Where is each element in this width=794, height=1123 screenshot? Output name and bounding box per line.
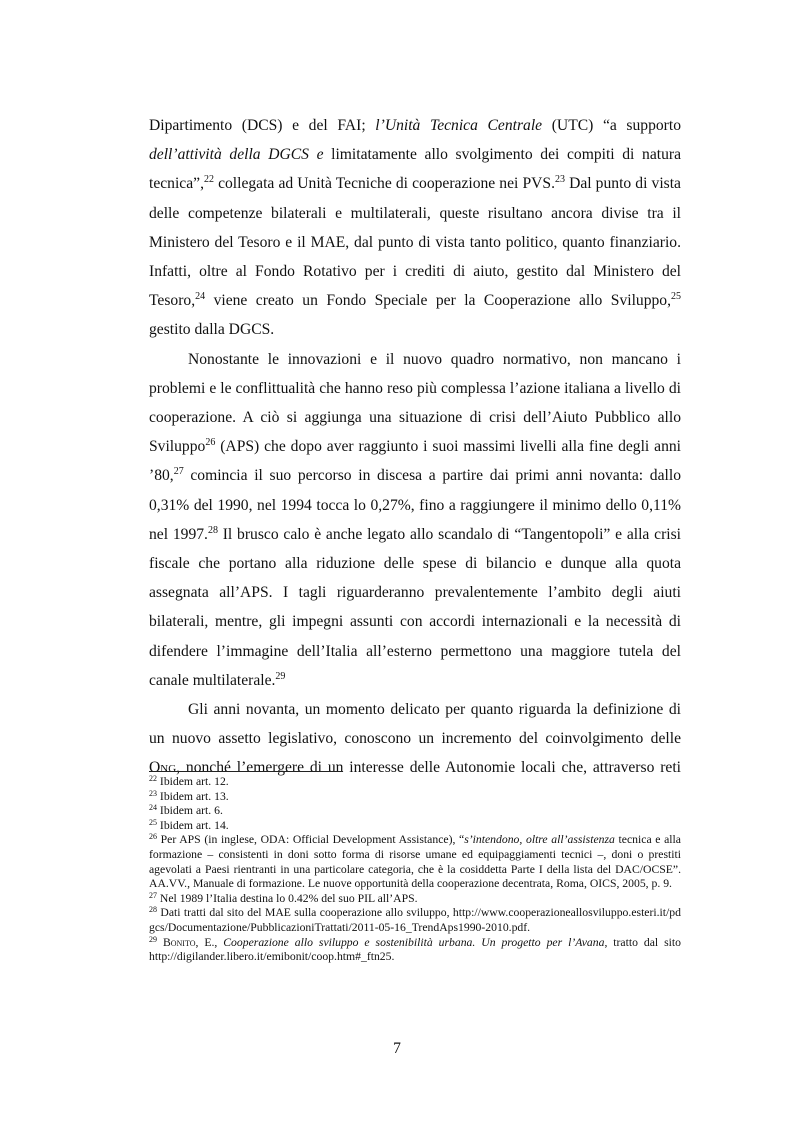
footnote-ref: 29 — [275, 670, 286, 682]
text-run: Ibidem art. 14. — [157, 818, 229, 832]
text-run: (UTC) “a supporto — [542, 117, 681, 134]
footnote-ref: 28 — [149, 905, 157, 915]
footnote-ref: 24 — [195, 291, 206, 303]
text-run: tecnica e alla formazione – consistenti in doni sotto forma di risorse umane ed equipaggiamenti tecnici –, doni o prestiti agevolati a Paesi rientranti in una particolare categoria, che è la cosiddetta Parte I della lista del DAC/OCSE”. AA.VV., Manuale di formazione. Le nuove opportunità della cooperazione decentrata, Roma, OICS, 2005, p. 9. — [149, 833, 681, 891]
italic-text: l’Unità Tecnica Centrale — [375, 117, 543, 134]
footnote-ref: 29 — [149, 934, 157, 944]
text-run: Per APS (in inglese, ODA: Official Development Assistance), “ — [157, 833, 465, 847]
footnotes — [149, 775, 681, 965]
footnote-ref: 25 — [671, 291, 681, 303]
text-run: comincia il suo percorso in discesa a partire dai primi anni novanta: dallo 0,31% del 1990, nel 1994 tocca lo 0,27%, fino a raggiungere il minimo dello 0,11% nel 1997. — [149, 467, 681, 543]
small-caps-text: Bonito — [162, 935, 196, 949]
footnote-ref: 23 — [554, 174, 565, 186]
text-run: Ibidem art. 13. — [157, 789, 229, 803]
text-run: Gli anni novanta, un momento delicato per quanto riguarda la definizione di un nuovo assetto legislativo, conoscono un incremento del coinvolgimento delle — [149, 701, 681, 748]
footnote-ref: 23 — [149, 788, 157, 798]
text-run: collegata ad Unità Tecniche di cooperazione nei PVS. — [213, 175, 555, 193]
text-run: Ibidem art. 6. — [157, 804, 223, 818]
footnote-25 — [149, 819, 681, 834]
text-run: limitatamente allo svolgimento dei compiti di natura tecnica”, — [149, 146, 681, 193]
text-run: gestito dalla DGCS. — [149, 321, 275, 339]
footnote-ref: 27 — [149, 890, 157, 900]
paragraph-3 — [149, 695, 681, 783]
footnote-ref: 22 — [203, 174, 214, 186]
text-run: Nel 1989 l’Italia destina lo 0.42% del suo PIL all’APS. — [157, 891, 418, 905]
text-run: , tratto dal sito http://digilander.libero.it/emibonit/coop.htm#_ftn25. — [149, 935, 681, 964]
footnote-29 — [149, 936, 681, 965]
footnote-28 — [149, 906, 681, 935]
footnote-ref: 26 — [149, 832, 157, 842]
footnote-ref: 27 — [173, 466, 184, 478]
footnote-ref: 22 — [149, 774, 157, 783]
text-run: viene creato un Fondo Speciale per la Cooperazione allo Sviluppo, — [205, 292, 671, 310]
text-run: Dipartimento (DCS) e del FAI; — [149, 117, 376, 134]
italic-text: Cooperazione allo sviluppo e sostenibilità urbana. Un progetto per l’Avana — [223, 935, 605, 949]
italic-text: s’intendono, oltre all’assistenza — [464, 833, 615, 847]
footnote-separator — [149, 771, 343, 772]
text-run: Ibidem art. 12. — [157, 775, 229, 788]
footnote-27 — [149, 892, 681, 907]
footnote-ref: 24 — [149, 803, 157, 813]
page-number: 7 — [393, 1040, 401, 1057]
text-run: Dati tratti dal sito del MAE sulla cooperazione allo sviluppo, http://www.cooperazioneallosviluppo.esteri.it/pdgcs/Documentazione/PubblicazioniTrattati/2011-05-16_TrendAps1990-2010.pdf. — [149, 906, 681, 934]
footnote-24 — [149, 804, 681, 819]
text-run: , E., — [195, 935, 224, 949]
paragraph-1 — [149, 111, 681, 345]
text-run: (APS) che dopo aver raggiunto i suoi massimi livelli alla fine degli anni ’80, — [149, 438, 681, 485]
text-run: , nonché l’emergere di un interesse delle Autonomie locali che, attraverso reti — [176, 759, 681, 777]
paragraph-2 — [149, 345, 681, 695]
text-run: Nonostante le innovazioni e il nuovo quadro normativo, non mancano i problemi e le conflittualità che hanno reso più complessa l’azione italiana a livello di cooperazione. A ciò si aggiunga una situazione di crisi dell’Aiuto Pubblico allo Sviluppo — [149, 350, 681, 456]
text-run: Il brusco calo è anche legato allo scandalo di “Tangentopoli” e alla crisi fiscale che portano alla riduzione delle spese di bilancio e dunque alla quota assegnata all’APS. I tagli riguarderanno prevalentemente l’ambito degli aiuti bilaterali, mentre, gli impegni assunti con accordi internazionali e la necessità di difendere l’immagine dell’Italia all’esterno permettono una maggiore tutela del canale multilaterale. — [149, 525, 681, 689]
small-caps-text: Ong — [149, 759, 177, 777]
italic-text: dell’attività della DGCS e — [149, 146, 324, 164]
main-text — [149, 111, 681, 783]
footnote-ref: 25 — [149, 817, 157, 827]
footnote-22 — [149, 775, 681, 790]
footnote-23 — [149, 790, 681, 805]
footnote-ref: 28 — [207, 524, 218, 536]
footnote-ref: 26 — [205, 437, 216, 449]
footnote-26 — [149, 833, 681, 891]
text-run: Dal punto di vista delle competenze bilaterali e multilaterali, queste risultano ancora divise tra il Ministero del Tesoro e il MAE, dal punto di vista tanto politico, quanto finanziario. Infatti, oltre al Fondo Rotativo per i crediti di aiuto, gestito dal Ministero del Tesoro, — [149, 175, 681, 310]
